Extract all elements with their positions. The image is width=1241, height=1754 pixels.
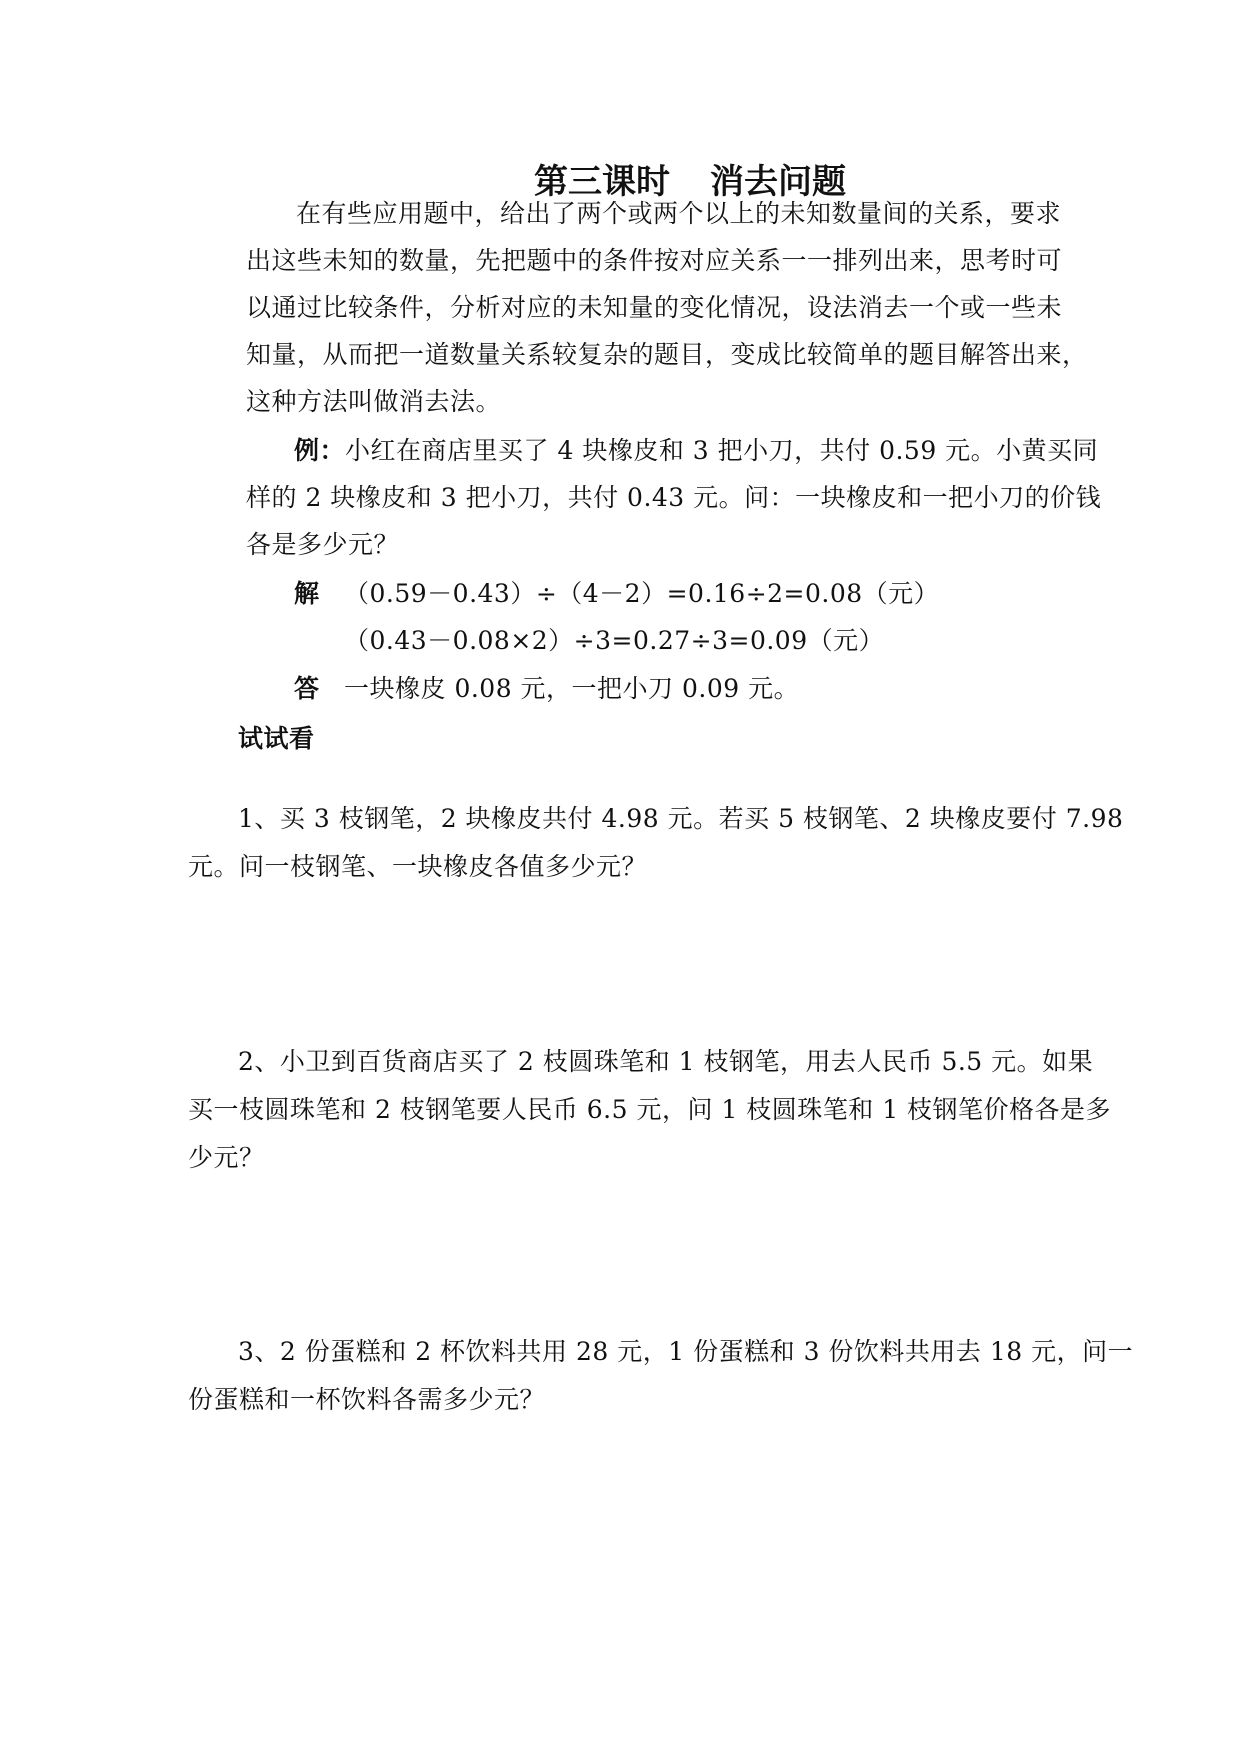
problem-1-line: 1、买 3 枝钢笔，2 块橡皮共付 4.98 元。若买 5 枝钢笔、2 块橡皮要付 7.98 (238, 804, 1124, 833)
problem-3-line: 份蛋糕和一杯饮料各需多少元？ (188, 1385, 546, 1414)
solution-step-1: （0.59－0.43）÷（4－2）=0.16÷2=0.08（元） (344, 579, 940, 608)
solution-line (294, 577, 939, 611)
title-topic: 消去问题 (710, 162, 846, 202)
answer-label: 答 (294, 674, 320, 703)
example-line: 各是多少元？ (246, 530, 400, 559)
problem-2-line: 买一枝圆珠笔和 2 枝钢笔要人民币 6.5 元，问 1 枝圆珠笔和 1 枝钢笔价格各是多 (188, 1095, 1112, 1124)
intro-line: 这种方法叫做消去法。 (246, 387, 502, 416)
problem-3-line: 3、2 份蛋糕和 2 杯饮料共用 28 元，1 份蛋糕和 3 份饮料共用去 18 元，问一 (238, 1337, 1134, 1366)
intro-line: 以通过比较条件，分析对应的未知量的变化情况，设法消去一个或一些未 (246, 293, 1063, 322)
problem-2-line: 少元？ (188, 1143, 265, 1172)
intro-line: 在有些应用题中，给出了两个或两个以上的未知数量间的关系，要求 (296, 199, 1062, 228)
example-text: 小红在商店里买了 4 块橡皮和 3 把小刀，共付 0.59 元。小黄买同 (345, 436, 1099, 465)
intro-line: 知量，从而把一道数量关系较复杂的题目，变成比较简单的题目解答出来， (246, 340, 1088, 369)
title-lesson: 第三课时 (534, 162, 670, 202)
solution-label: 解 (294, 579, 320, 608)
practice-heading: 试试看 (238, 724, 315, 753)
example-line: 样的 2 块橡皮和 3 把小刀，共付 0.43 元。问：一块橡皮和一把小刀的价钱 (246, 483, 1102, 512)
intro-line: 出这些未知的数量，先把题中的条件按对应关系一一排列出来，思考时可 (246, 246, 1063, 275)
solution-step-2: （0.43－0.08×2）÷3=0.27÷3=0.09（元） (344, 626, 885, 655)
problem-1-line: 元。问一枝钢笔、一块橡皮各值多少元？ (188, 852, 648, 881)
answer-text: 一块橡皮 0.08 元，一把小刀 0.09 元。 (344, 674, 800, 703)
answer-line (294, 672, 799, 706)
problem-2-line: 2、小卫到百货商店买了 2 枝圆珠笔和 1 枝钢笔，用去人民币 5.5 元。如果 (238, 1047, 1094, 1076)
example-label: 例： (294, 436, 346, 465)
example-line (294, 434, 1098, 468)
